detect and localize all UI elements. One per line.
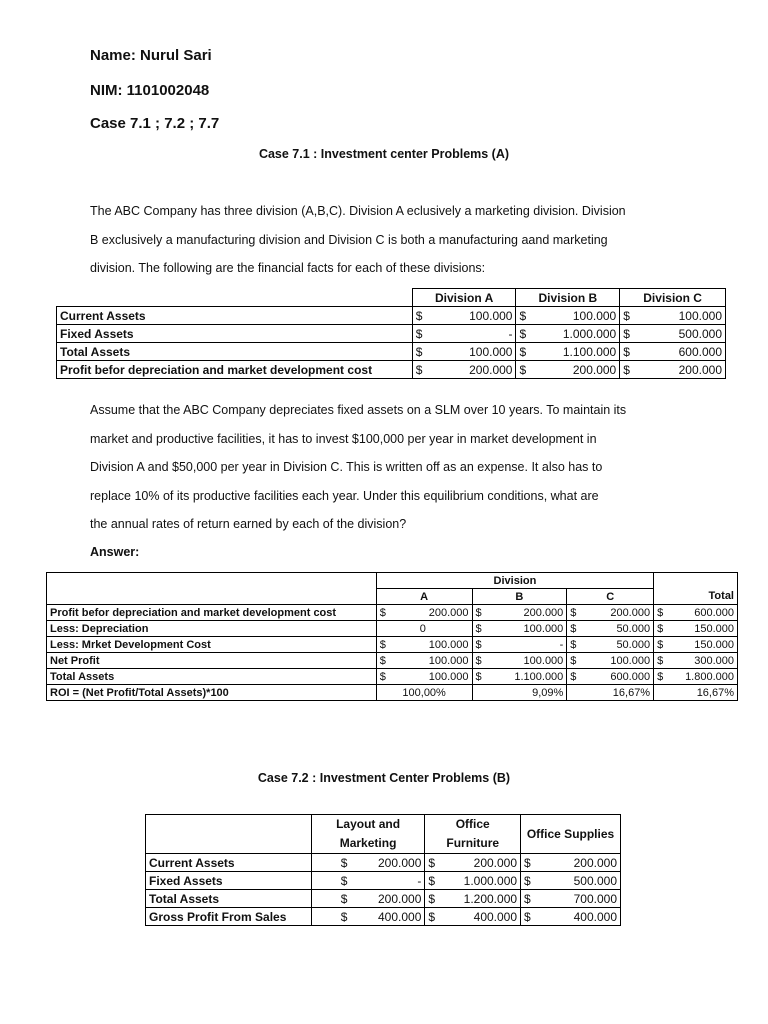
currency-symbol: $ xyxy=(570,670,577,683)
currency-symbol: $ xyxy=(475,606,482,619)
currency-symbol: $ xyxy=(524,873,531,888)
currency-symbol: $ xyxy=(415,362,423,377)
value-cell: - xyxy=(508,326,513,341)
value-cell: 1.000.000 xyxy=(463,873,518,888)
row-label: Fixed Assets xyxy=(146,872,312,890)
intro-line: division. The following are the financial facts for each of these divisions: xyxy=(90,261,486,275)
value-cell: 100.000 xyxy=(469,344,513,359)
value-cell: 0 xyxy=(419,622,426,635)
currency-symbol: $ xyxy=(623,326,630,341)
value-cell: 600.000 xyxy=(694,606,734,619)
case71-intro xyxy=(90,197,680,283)
header-c: C xyxy=(567,589,654,605)
currency-symbol: $ xyxy=(623,344,630,359)
currency-symbol: $ xyxy=(570,622,577,635)
currency-symbol: $ xyxy=(519,308,527,323)
value-cell: 100.000 xyxy=(469,308,513,323)
table-row xyxy=(146,854,621,872)
header-a: A xyxy=(376,589,472,605)
currency-symbol: $ xyxy=(428,891,436,906)
question-line: the annual rates of return earned by each of the division? xyxy=(90,517,407,531)
case71-title: Case 7.1 : Investment center Problems (A) xyxy=(258,147,510,161)
value-cell: 200.000 xyxy=(473,855,518,870)
value-cell: 1.100.000 xyxy=(562,344,617,359)
value-cell: 200.000 xyxy=(573,855,617,870)
intro-line: B exclusively a manufacturing division and Division C is both a manufacturing aand marketing xyxy=(90,232,608,247)
table-row xyxy=(47,669,738,685)
row-label: Profit befor depreciation and market development cost xyxy=(57,361,413,379)
currency-symbol: $ xyxy=(657,638,664,651)
currency-symbol: $ xyxy=(570,654,577,667)
table-row xyxy=(146,872,621,890)
table-row xyxy=(47,653,738,669)
currency-symbol: $ xyxy=(379,670,386,683)
table-row xyxy=(57,343,726,361)
division-facts-table xyxy=(56,288,726,379)
header-division-a: Division A xyxy=(412,289,516,307)
currency-symbol: $ xyxy=(519,326,527,341)
value-cell: 50.000 xyxy=(616,622,651,635)
currency-symbol: $ xyxy=(340,909,348,924)
question-line: Assume that the ABC Company depreciates fixed assets on a SLM over 10 years. To maintain its xyxy=(90,403,627,417)
currency-symbol: $ xyxy=(657,606,664,619)
value-cell: 100.000 xyxy=(610,654,651,667)
value-cell: 200.000 xyxy=(428,606,469,619)
value-cell: 200.000 xyxy=(378,891,422,906)
value-cell: 400.000 xyxy=(573,909,617,924)
header-office-supplies: Office Supplies xyxy=(521,815,621,854)
value-cell: 100.000 xyxy=(523,622,564,635)
value-cell: 200.000 xyxy=(523,606,564,619)
row-label: Total Assets xyxy=(47,669,377,685)
table-row xyxy=(57,361,726,379)
row-label: Less: Mrket Development Cost xyxy=(47,637,377,653)
case72-title: Case 7.2 : Investment Center Problems (B) xyxy=(257,771,511,785)
value-cell: 300.000 xyxy=(694,654,734,667)
value-cell: 1.000.000 xyxy=(562,326,617,341)
roi-answer-table xyxy=(46,572,738,701)
value-cell: 1.800.000 xyxy=(685,670,734,683)
value-cell: 1.200.000 xyxy=(463,891,518,906)
currency-symbol: $ xyxy=(428,873,436,888)
currency-symbol: $ xyxy=(428,909,436,924)
question-line: market and productive facilities, it has to invest $100,000 per year in market development in xyxy=(90,431,597,446)
currency-symbol: $ xyxy=(475,670,482,683)
value-cell: 200.000 xyxy=(572,362,617,377)
table-row xyxy=(57,307,726,325)
table-row xyxy=(146,890,621,908)
value-cell: 100.000 xyxy=(678,308,722,323)
value-cell: 100,00% xyxy=(376,685,472,701)
table-row xyxy=(47,605,738,621)
value-cell: 600.000 xyxy=(678,344,722,359)
currency-symbol: $ xyxy=(340,855,348,870)
value-cell: 150.000 xyxy=(694,638,734,651)
currency-symbol: $ xyxy=(379,638,386,651)
value-cell: 16,67% xyxy=(654,685,738,701)
currency-symbol: $ xyxy=(570,638,577,651)
case-list: Case 7.1 ; 7.2 ; 7.7 xyxy=(90,115,220,132)
currency-symbol: $ xyxy=(657,622,664,635)
currency-symbol: $ xyxy=(623,362,630,377)
currency-symbol: $ xyxy=(657,670,664,683)
row-label: Gross Profit From Sales xyxy=(146,908,312,926)
table-row xyxy=(57,325,726,343)
currency-symbol: $ xyxy=(657,654,664,667)
case72-table xyxy=(145,814,621,926)
row-label: Less: Depreciation xyxy=(47,621,377,637)
currency-symbol: $ xyxy=(340,891,348,906)
value-cell: 500.000 xyxy=(678,326,722,341)
value-cell: 9,09% xyxy=(472,685,567,701)
value-cell: 200.000 xyxy=(678,362,722,377)
header-division-c: Division C xyxy=(620,289,726,307)
value-cell: 200.000 xyxy=(610,606,651,619)
currency-symbol: $ xyxy=(340,873,348,888)
currency-symbol: $ xyxy=(415,326,423,341)
currency-symbol: $ xyxy=(519,344,527,359)
header-layout-marketing: Layout and Marketing xyxy=(311,815,425,854)
table-row xyxy=(47,637,738,653)
header-b: B xyxy=(472,589,567,605)
currency-symbol: $ xyxy=(379,654,386,667)
currency-symbol: $ xyxy=(524,855,531,870)
table-row xyxy=(47,621,738,637)
row-label: ROI = (Net Profit/Total Assets)*100 xyxy=(47,685,377,701)
currency-symbol: $ xyxy=(415,344,423,359)
row-label: Total Assets xyxy=(57,343,413,361)
answer-label: Answer: xyxy=(90,545,140,559)
value-cell: 100.000 xyxy=(428,654,469,667)
value-cell: 400.000 xyxy=(473,909,518,924)
value-cell: 50.000 xyxy=(616,638,651,651)
currency-symbol: $ xyxy=(623,308,630,323)
value-cell: 100.000 xyxy=(523,654,564,667)
value-cell: 1.100.000 xyxy=(514,670,564,683)
row-label: Current Assets xyxy=(57,307,413,325)
value-cell: 600.000 xyxy=(610,670,651,683)
header-total: Total xyxy=(654,589,738,605)
value-cell: 200.000 xyxy=(469,362,513,377)
value-cell: 700.000 xyxy=(573,891,617,906)
currency-symbol: $ xyxy=(475,638,482,651)
case71-question xyxy=(90,396,680,539)
intro-line: The ABC Company has three division (A,B,C). Division A eclusively a marketing division. Division xyxy=(90,204,626,218)
student-name: Name: Nurul Sari xyxy=(90,47,212,64)
currency-symbol: $ xyxy=(379,606,386,619)
value-cell: - xyxy=(559,638,564,651)
currency-symbol: $ xyxy=(475,654,482,667)
value-cell: 400.000 xyxy=(378,909,422,924)
currency-symbol: $ xyxy=(570,606,577,619)
value-cell: 500.000 xyxy=(573,873,617,888)
value-cell: - xyxy=(417,873,422,888)
student-nim: NIM: 1101002048 xyxy=(90,82,210,99)
currency-symbol: $ xyxy=(519,362,527,377)
row-label: Current Assets xyxy=(146,854,312,872)
row-label: Net Profit xyxy=(47,653,377,669)
value-cell: 100.000 xyxy=(572,308,617,323)
row-label: Profit befor depreciation and market development cost xyxy=(47,605,377,621)
currency-symbol: $ xyxy=(524,891,531,906)
question-line: Division A and $50,000 per year in Division C. This is written off as an expense. It also has to xyxy=(90,460,603,474)
table-row xyxy=(47,685,738,701)
group-header-division: Division xyxy=(376,573,653,589)
value-cell: 150.000 xyxy=(694,622,734,635)
currency-symbol: $ xyxy=(415,308,423,323)
value-cell: 100.000 xyxy=(428,670,469,683)
header-division-b: Division B xyxy=(516,289,620,307)
value-cell: 100.000 xyxy=(428,638,469,651)
currency-symbol: $ xyxy=(475,622,482,635)
row-label: Total Assets xyxy=(146,890,312,908)
currency-symbol: $ xyxy=(524,909,531,924)
header-office-furniture: Office Furniture xyxy=(425,815,521,854)
value-cell: 200.000 xyxy=(378,855,422,870)
row-label: Fixed Assets xyxy=(57,325,413,343)
question-line: replace 10% of its productive facilities each year. Under this equilibrium conditions, what are xyxy=(90,488,599,503)
value-cell: 16,67% xyxy=(567,685,654,701)
currency-symbol: $ xyxy=(428,855,436,870)
table-row xyxy=(146,908,621,926)
